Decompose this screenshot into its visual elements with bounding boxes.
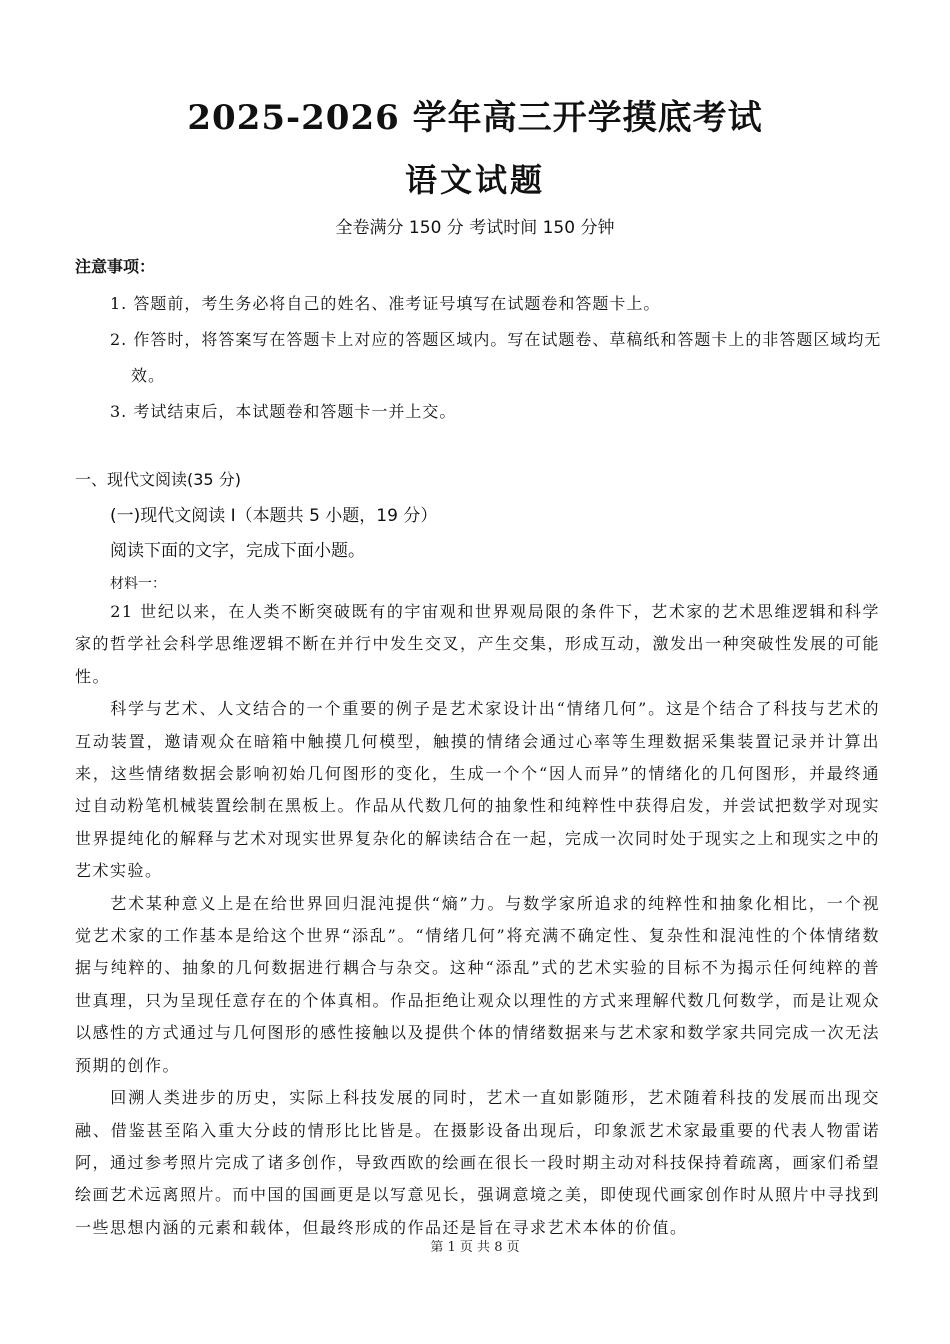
notice-list	[110, 286, 882, 430]
subsection-title: (一)现代文阅读 I（本题共 5 小题，19 分）	[110, 506, 438, 526]
exam-subtitle: 语文试题	[404, 161, 545, 199]
material-body	[75, 596, 880, 1244]
notice-item: 1. 答题前，考生务必将自己的姓名、准考证号填写在试题卷和答题卡上。	[110, 294, 661, 313]
paragraph: 艺术某种意义上是在给世界回归混沌提供“熵”力。与数学家所追求的纯粹性和抽象化相比，一个视觉艺术家的工作基本是给这个世界“添乱”。“情绪几何”将充满不确定性、复杂性和混沌性的个体情绪数据与纯粹的、抽象的几何数据进行耦合与杂交。这种“添乱”式的艺术实验的目标不为揭示任何纯粹的普世真理，只为呈现任意存在的个体真相。作品拒绝让观众以理性的方式来理解代数几何数学，而是让观众以感性的方式通过与几何图形的感性接触以及提供个体的情绪数据来与艺术家和数学家共同完成一次无法预期的创作。	[75, 893, 881, 1075]
reading-instruction: 阅读下面的文字，完成下面小题。	[110, 541, 365, 561]
page-footer: 第 1 页 共 8 页	[430, 1240, 520, 1255]
paragraph: 21 世纪以来，在人类不断突破既有的宇宙观和世界观局限的条件下，艺术家的艺术思维逻辑和科学家的哲学社会科学思维逻辑不断在并行中发生交叉，产生交集，形成互动，激发出一种突破性发展的可能性。	[75, 602, 881, 686]
section-title: 一、现代文阅读(35 分)	[75, 470, 241, 489]
notice-item: 2. 作答时，将答案写在答题卡上对应的答题区域内。写在试题卷、草稿纸和答题卡上的非答题区域均无效。	[110, 330, 882, 385]
notice-item: 3. 考试结束后，本试题卷和答题卡一并上交。	[110, 402, 457, 421]
exam-title: 2025-2026 学年高三开学摸底考试	[187, 98, 763, 138]
notice-title: 注意事项：	[75, 257, 156, 276]
paragraph: 科学与艺术、人文结合的一个重要的例子是艺术家设计出“情绪几何”。这是个结合了科技与艺术的互动装置，邀请观众在暗箱中触摸几何模型，触摸的情绪会通过心率等生理数据采集装置记录并计算出来，这些情绪数据会影响初始几何图形的变化，生成一个个“因人而异”的情绪化的几何图形，并最终通过自动粉笔机械装置绘制在黑板上。作品从代数几何的抽象性和纯粹性中获得启发，并尝试把数学对现实世界提纯化的解释与艺术对现实世界复杂化的解读结合在一起，完成一次同时处于现实之上和现实之中的艺术实验。	[75, 699, 881, 881]
paragraph: 回溯人类进步的历史，实际上科技发展的同时，艺术一直如影随形，艺术随着科技的发展而出现交融、借鉴甚至陷入重大分歧的情形比比皆是。在摄影设备出现后，印象派艺术家最重要的代表人物雷诺阿，通过参考照片完成了诸多创作，导致西欧的绘画在很长一段时期主动对科技保持着疏离，画家们希望绘画艺术远离照片。而中国的国画更是以写意见长，强调意境之美，即使现代画家创作时从照片中寻找到一些思想内涵的元素和载体，但最终形成的作品还是旨在寻求艺术本体的价值。	[75, 1088, 881, 1237]
material-label: 材料一：	[110, 576, 166, 592]
exam-meta: 全卷满分 150 分 考试时间 150 分钟	[335, 218, 615, 238]
